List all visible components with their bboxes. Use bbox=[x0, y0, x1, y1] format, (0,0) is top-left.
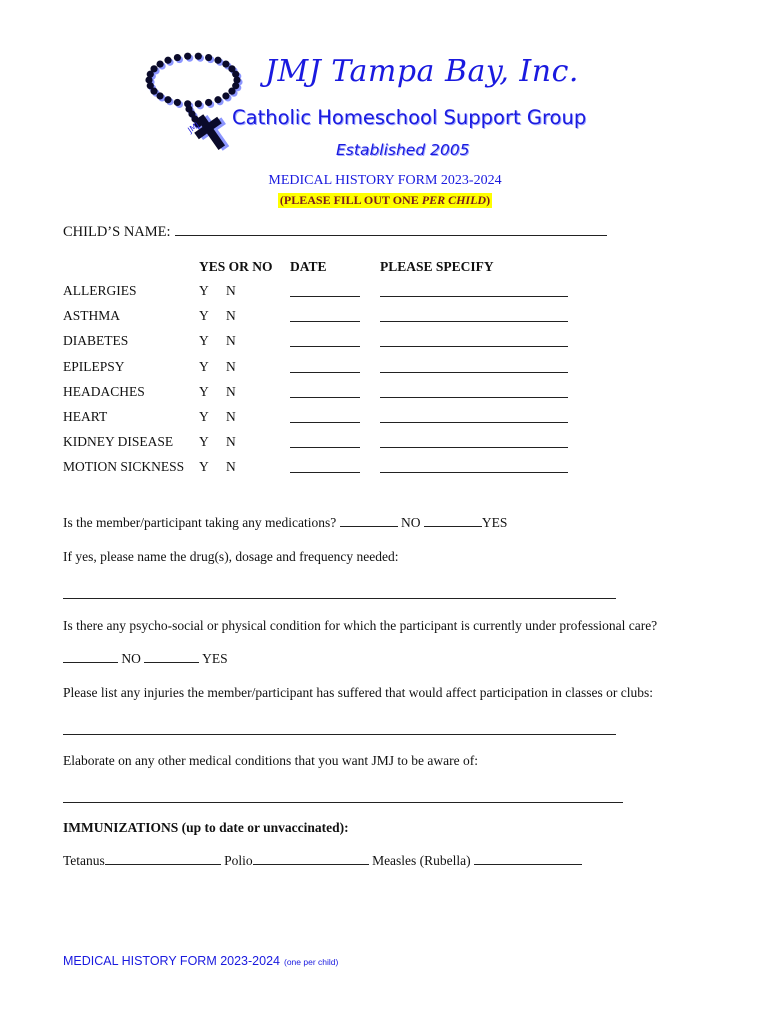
tetanus-field[interactable] bbox=[105, 853, 221, 865]
condition-date-field[interactable] bbox=[290, 422, 360, 423]
rosary-bead bbox=[174, 54, 181, 61]
rosary-bead bbox=[174, 99, 181, 106]
condition-yes-option[interactable]: Y bbox=[199, 459, 209, 475]
psycho-question: Is there any psycho-social or physical condition for which the participant is currently under professional care? bbox=[63, 618, 658, 633]
org-subtitle: Catholic Homeschool Support Group bbox=[232, 106, 587, 129]
condition-date-field[interactable] bbox=[290, 397, 360, 398]
rosary-bead bbox=[156, 60, 163, 67]
rosary-bead bbox=[214, 57, 221, 64]
condition-no-option[interactable]: N bbox=[226, 358, 236, 374]
rosary-bead bbox=[232, 71, 239, 78]
psycho-yes-label: YES bbox=[202, 651, 228, 666]
rosary-bead bbox=[205, 54, 212, 61]
condition-yes-option[interactable]: Y bbox=[199, 409, 209, 424]
condition-specify-field[interactable] bbox=[380, 447, 568, 448]
measles-label: Measles (Rubella) bbox=[372, 853, 471, 868]
medications-no-label: NO bbox=[401, 515, 421, 530]
condition-no-option[interactable]: N bbox=[226, 308, 236, 324]
rosary-bead bbox=[164, 57, 171, 64]
immunizations-heading: IMMUNIZATIONS (up to date or unvaccinated): bbox=[63, 820, 349, 835]
rosary-bead bbox=[164, 96, 171, 103]
rosary-bead bbox=[222, 60, 229, 67]
drugs-question: If yes, please name the drug(s), dosage and frequency needed: bbox=[63, 549, 399, 564]
condition-specify-field[interactable] bbox=[380, 321, 568, 322]
psycho-no-blank[interactable] bbox=[63, 651, 118, 663]
condition-date-field[interactable] bbox=[290, 447, 360, 448]
form-note bbox=[0, 191, 770, 209]
form-note-emphasis: PER CHILD bbox=[421, 193, 487, 207]
column-date: DATE bbox=[290, 259, 327, 274]
condition-yes-option[interactable]: Y bbox=[199, 308, 209, 324]
rosary-bead bbox=[205, 99, 212, 106]
column-please-specify: PLEASE SPECIFY bbox=[380, 259, 494, 274]
established-label: Established 2005 bbox=[336, 141, 470, 159]
medications-yes-label: YES bbox=[481, 515, 508, 530]
condition-name: ASTHMA bbox=[63, 308, 121, 324]
condition-yes-option[interactable]: Y bbox=[199, 358, 209, 374]
medications-no-blank[interactable] bbox=[340, 515, 398, 527]
polio-label: Polio bbox=[224, 853, 253, 868]
measles-field[interactable] bbox=[474, 853, 582, 865]
form-note-prefix: (PLEASE FILL OUT ONE bbox=[279, 193, 422, 207]
condition-specify-field[interactable] bbox=[380, 296, 568, 297]
condition-name: MOTION SICKNESS bbox=[63, 459, 185, 475]
condition-name: ALLERGIES bbox=[63, 283, 137, 298]
footer-title: MEDICAL HISTORY FORM 2023-2024 bbox=[63, 954, 280, 968]
condition-name: HEART bbox=[63, 409, 108, 424]
condition-specify-field[interactable] bbox=[380, 397, 568, 398]
condition-yes-option[interactable]: Y bbox=[199, 283, 209, 298]
rosary-bead bbox=[150, 65, 157, 72]
polio-field[interactable] bbox=[253, 853, 369, 865]
elaborate-question: Elaborate on any other medical conditions that you want JMJ to be aware of: bbox=[63, 753, 479, 768]
condition-no-option[interactable]: N bbox=[226, 383, 236, 399]
rosary-bead bbox=[214, 96, 221, 103]
tetanus-label: Tetanus bbox=[63, 853, 105, 868]
condition-date-field[interactable] bbox=[290, 321, 360, 322]
psycho-answer-row bbox=[63, 651, 228, 667]
condition-name: EPILEPSY bbox=[63, 358, 125, 374]
cross-monogram: JMJ bbox=[186, 120, 201, 135]
rosary-bead bbox=[222, 92, 229, 99]
rosary-bead bbox=[156, 92, 163, 99]
medications-question bbox=[63, 515, 507, 531]
condition-specify-field[interactable] bbox=[380, 346, 568, 347]
condition-no-option[interactable]: N bbox=[226, 434, 236, 450]
condition-yes-option[interactable]: Y bbox=[199, 434, 209, 450]
elaborate-answer-line[interactable] bbox=[63, 801, 623, 803]
form-title: MEDICAL HISTORY FORM 2023-2024 bbox=[268, 173, 502, 188]
condition-date-field[interactable] bbox=[290, 372, 360, 373]
condition-specify-field[interactable] bbox=[380, 372, 568, 373]
injuries-answer-line[interactable] bbox=[63, 733, 616, 735]
medications-yes-blank[interactable] bbox=[424, 515, 482, 527]
condition-specify-field[interactable] bbox=[380, 422, 568, 423]
immunizations-row bbox=[63, 853, 582, 869]
condition-name: KIDNEY DISEASE bbox=[63, 434, 174, 450]
column-yes-or-no: YES OR NO bbox=[199, 259, 273, 274]
form-note-suffix: ) bbox=[486, 193, 491, 207]
psycho-yes-blank[interactable] bbox=[144, 651, 199, 663]
child-name-field[interactable] bbox=[175, 223, 607, 236]
footer bbox=[63, 952, 338, 970]
medications-question-text: Is the member/participant taking any medications? bbox=[63, 515, 337, 530]
condition-no-option[interactable]: N bbox=[226, 333, 236, 349]
rosary-bead bbox=[195, 53, 202, 60]
condition-name: DIABETES bbox=[63, 333, 129, 349]
rosary-beads bbox=[145, 53, 242, 130]
condition-date-field[interactable] bbox=[290, 472, 360, 473]
psycho-no-label: NO bbox=[121, 651, 141, 666]
drugs-answer-line[interactable] bbox=[63, 597, 616, 599]
condition-no-option[interactable]: N bbox=[226, 283, 236, 298]
rosary-bead bbox=[195, 100, 202, 107]
child-name-row bbox=[63, 223, 607, 241]
condition-date-field[interactable] bbox=[290, 296, 360, 297]
condition-no-option[interactable]: N bbox=[226, 409, 236, 424]
child-name-label: CHILD’S NAME: bbox=[63, 224, 171, 240]
injuries-question: Please list any injuries the member/participant has suffered that would affect participation in classes or clubs: bbox=[63, 685, 653, 700]
org-name: JMJ Tampa Bay, Inc. bbox=[265, 54, 579, 89]
condition-no-option[interactable]: N bbox=[226, 459, 236, 475]
condition-name: HEADACHES bbox=[63, 383, 145, 399]
condition-yes-option[interactable]: Y bbox=[199, 333, 209, 349]
footer-note: (one per child) bbox=[283, 957, 339, 967]
condition-yes-option[interactable]: Y bbox=[199, 383, 209, 399]
rosary-bead bbox=[184, 53, 191, 60]
rosary-bead bbox=[228, 88, 235, 95]
condition-date-field[interactable] bbox=[290, 346, 360, 347]
condition-specify-field[interactable] bbox=[380, 472, 568, 473]
